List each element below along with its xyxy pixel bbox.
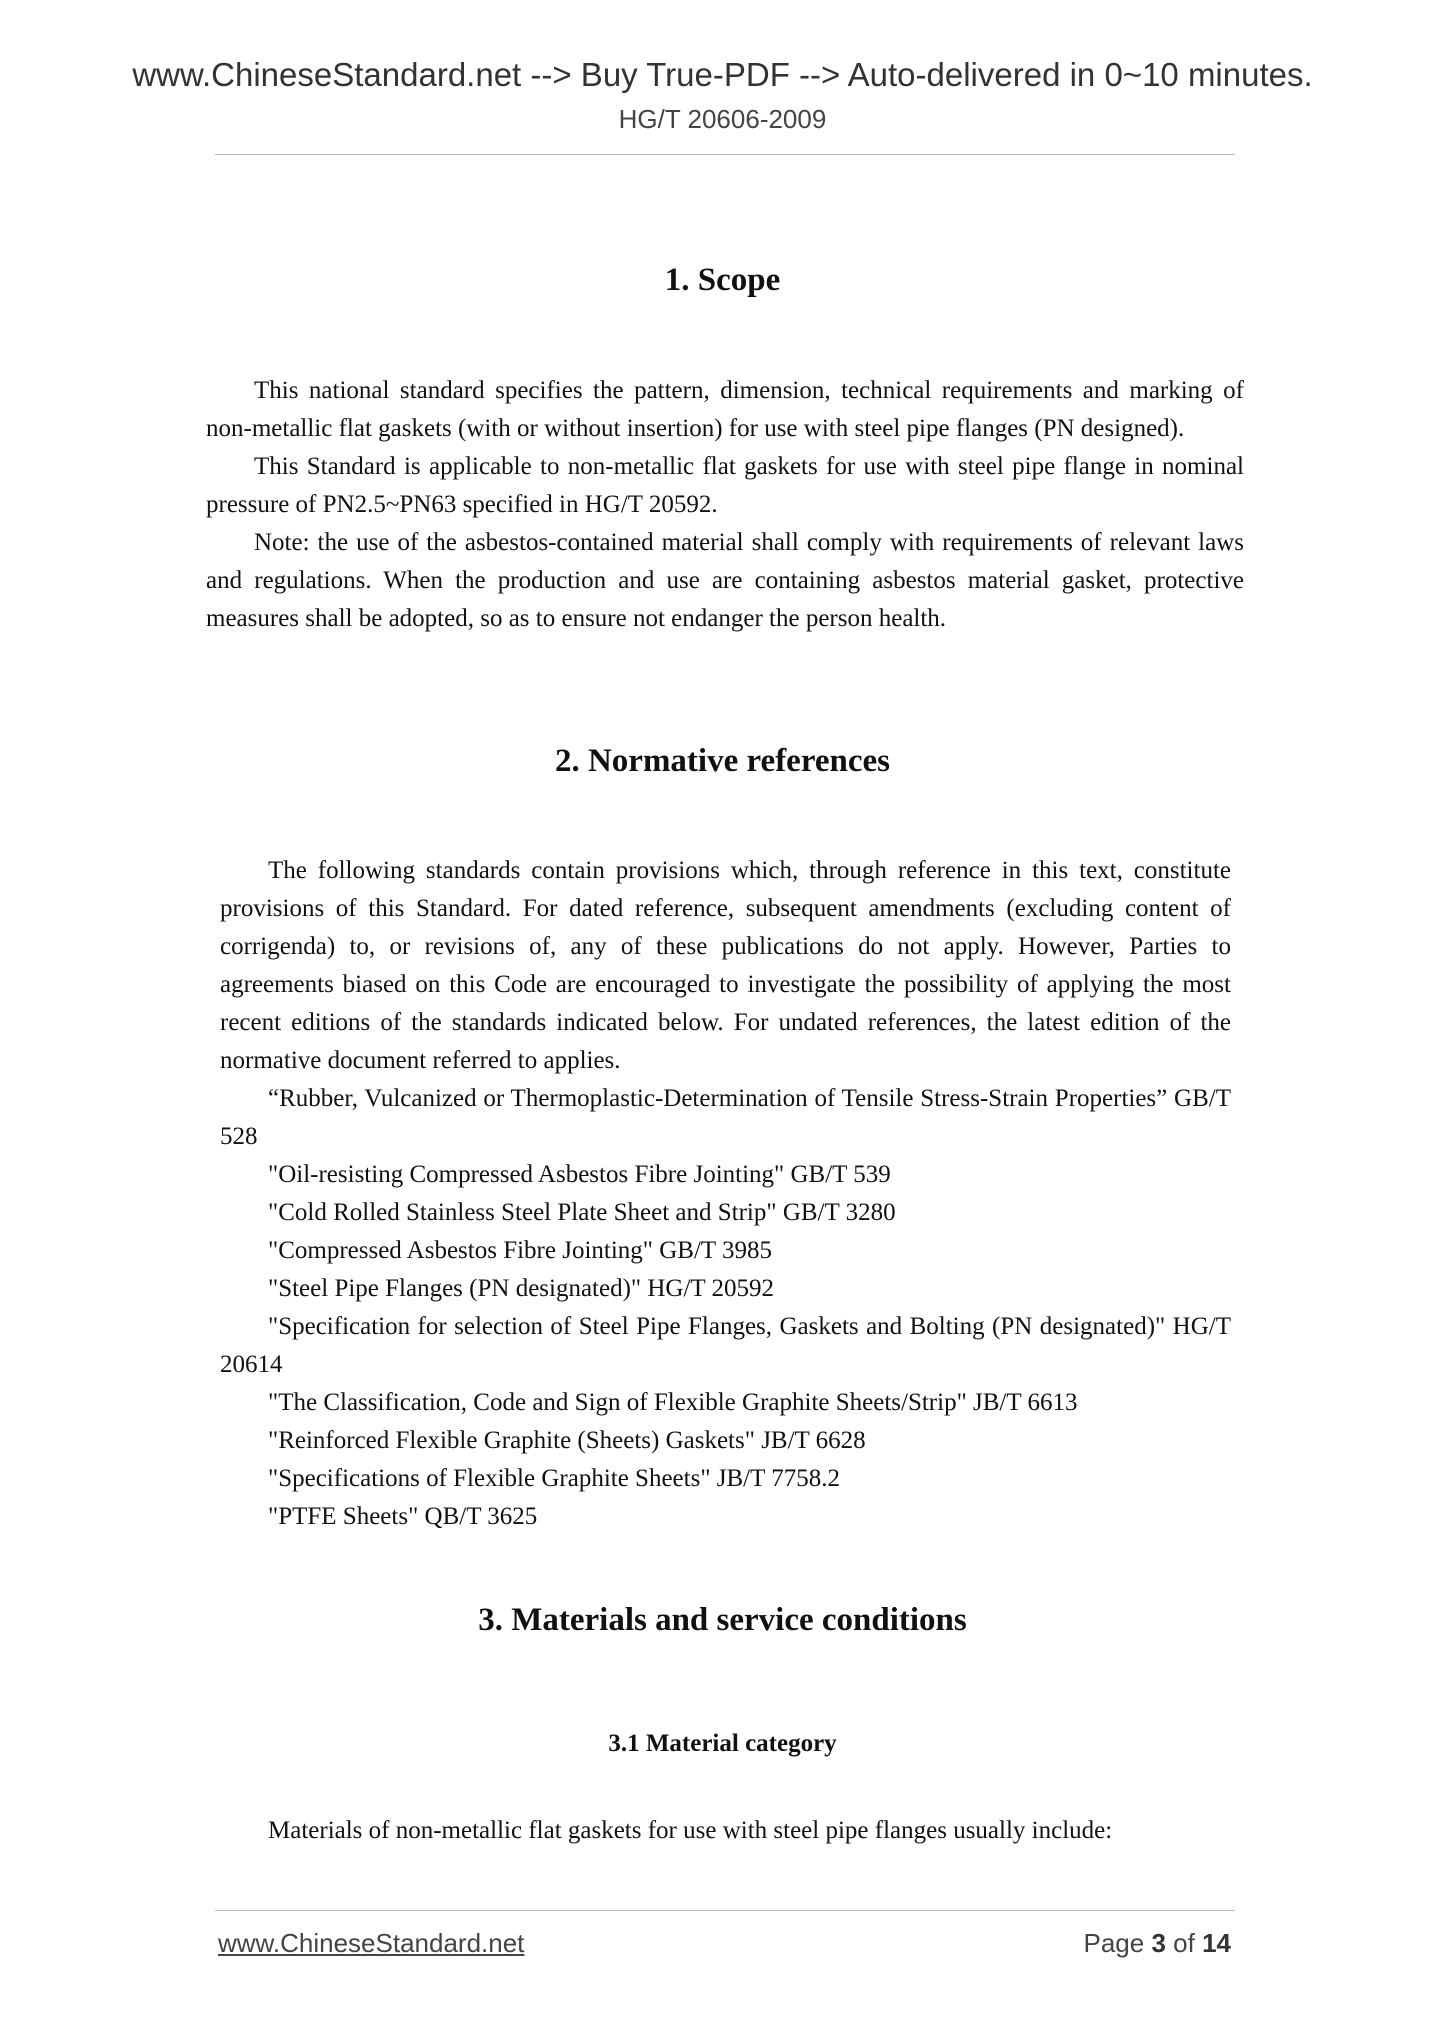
section-title-normative-references: 2. Normative references — [554, 743, 891, 779]
page-prefix: Page — [1083, 1928, 1145, 1958]
reference-item: "PTFE Sheets" QB/T 3625 — [268, 1503, 538, 1530]
reference-item: "Specification for selection of Steel Pipe Flanges, Gaskets and Bolting (PN designated)" HG/T 20614 — [220, 1313, 1231, 1378]
reference-item: "The Classification, Code and Sign of Flexible Graphite Sheets/Strip" JB/T 6613 — [268, 1389, 1078, 1416]
header-banner[interactable]: www.ChineseStandard.net --> Buy True-PDF --> Auto-delivered in 0~10 minutes. — [132, 56, 1313, 93]
materials-body — [220, 1812, 1231, 1850]
header-divider — [215, 154, 1235, 155]
section-title-materials: 3. Materials and service conditions — [478, 1602, 967, 1638]
reference-item: “Rubber, Vulcanized or Thermoplastic-Determination of Tensile Stress-Strain Properties” GB/T 528 — [220, 1085, 1231, 1150]
reference-item: "Oil-resisting Compressed Asbestos Fibre Jointing" GB/T 539 — [268, 1161, 891, 1188]
normative-intro: The following standards contain provisions which, through reference in this text, constitute provisions of this Standard. For dated reference, subsequent amendments (excluding content of corrigenda) to, or revisions of, any of these publications do not apply. However, Parties to agreements biased on this Code are encouraged to investigate the possibility of applying the most recent editions of the standards indicated below. For undated references, the latest edition of the normative document referred to applies. — [220, 857, 1231, 1074]
reference-item: "Reinforced Flexible Graphite (Sheets) Gaskets" JB/T 6628 — [268, 1427, 866, 1454]
reference-item: "Compressed Asbestos Fibre Jointing" GB/T 3985 — [268, 1237, 772, 1264]
reference-item: "Steel Pipe Flanges (PN designated)" HG/T 20592 — [268, 1275, 775, 1302]
page-indicator — [1083, 1928, 1231, 1959]
scope-paragraph: This Standard is applicable to non-metallic flat gaskets for use with steel pipe flange in nominal pressure of PN2.5~PN63 specified in HG/T 20592. — [206, 453, 1244, 518]
scope-body — [206, 372, 1244, 638]
section-title-scope: 1. Scope — [664, 262, 781, 298]
header-standard-code: HG/T 20606-2009 — [618, 104, 827, 134]
scope-paragraph: This national standard specifies the pattern, dimension, technical requirements and marking of non-metallic flat gaskets (with or without insertion) for use with steel pipe flanges (PN designed). — [206, 377, 1244, 442]
subsection-title-material-category: 3.1 Material category — [608, 1730, 837, 1757]
footer-divider — [215, 1910, 1235, 1911]
page-of: of — [1173, 1928, 1195, 1958]
materials-text: Materials of non-metallic flat gaskets for use with steel pipe flanges usually include: — [268, 1817, 1113, 1844]
scope-paragraph: Note: the use of the asbestos-contained material shall comply with requirements of relevant laws and regulations. When the production and use are containing asbestos material gasket, protective measures shall be adopted, so as to ensure not endanger the person health. — [206, 529, 1244, 632]
normative-body — [220, 852, 1231, 1536]
reference-item: "Cold Rolled Stainless Steel Plate Sheet and Strip" GB/T 3280 — [268, 1199, 896, 1226]
footer-website-link[interactable]: www.ChineseStandard.net — [218, 1928, 525, 1958]
reference-item: "Specifications of Flexible Graphite Sheets" JB/T 7758.2 — [268, 1465, 840, 1492]
page-total: 14 — [1202, 1928, 1231, 1958]
page-current: 3 — [1151, 1928, 1166, 1958]
